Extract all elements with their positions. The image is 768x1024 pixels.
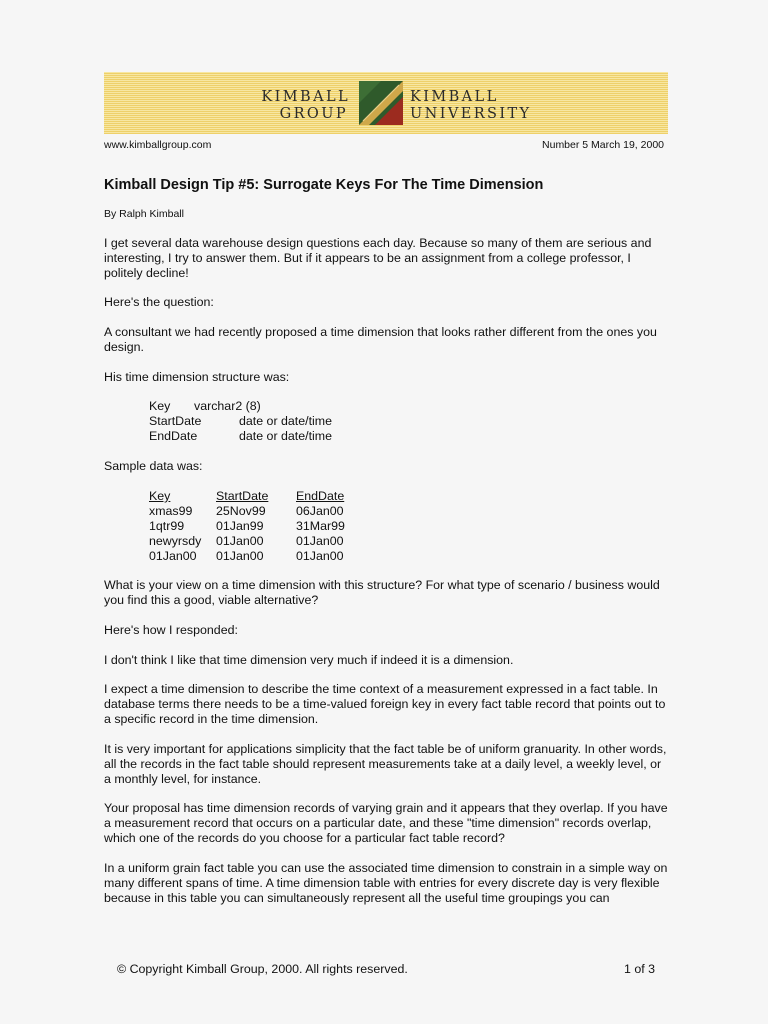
table-cell: newyrsdy [149,534,202,548]
paragraph-12: In a uniform grain fact table you can use the associated time dimension to constrain in a simple way on many different spans of time. A time dimension table with entries for every discrete day is very flexible because in this table you can simultaneously represent all the useful time groupings you can [104,861,668,905]
paragraph-11: Your proposal has time dimension records of varying grain and it appears that they overlap. If you have a measurement record that occurs on a particular date, and these "time dimension" records overlap, which one of the records do you choose for a particular fact table record? [104,801,668,845]
paragraph-4: His time dimension structure was: [104,370,290,384]
paragraph-5: Sample data was: [104,459,203,473]
structure-field-name: StartDate [149,414,202,428]
paragraph-3: A consultant we had recently proposed a time dimension that looks rather different from the ones you design. [104,325,657,354]
column-header-enddate: EndDate [296,489,345,503]
table-cell: 01Jan00 [296,534,344,548]
paragraph-6: What is your view on a time dimension with this structure? For what type of scenario / business would you find this a good, viable alternative? [104,578,660,607]
copyright-footer: © Copyright Kimball Group, 2000. All rights reserved. [117,962,408,976]
paragraph-7: Here's how I responded: [104,623,238,637]
column-header-startdate: StartDate [216,489,269,503]
paragraph-1: I get several data warehouse design questions each day. Because so many of them are serious and interesting, I try to answer them. But if it appears to be an assignment from a college professor, I politely decline! [104,236,652,280]
paragraph-8: I don't think I like that time dimension very much if indeed it is a dimension. [104,653,514,667]
structure-field-name: Key [149,399,171,413]
table-cell: 01Jan00 [149,549,197,563]
issue-date: Number 5 March 19, 2000 [542,139,664,151]
table-cell: 01Jan99 [216,519,264,533]
brand-left-line1: KIMBALL [261,89,350,105]
structure-field-type: date or date/time [239,429,332,443]
column-header-key: Key [149,489,171,503]
paragraph-2: Here's the question: [104,295,214,309]
kimball-group-wordmark [261,89,350,123]
kimball-logo-icon [359,81,403,125]
table-cell: 06Jan00 [296,504,344,518]
page-number: 1 of 3 [623,962,655,976]
brand-right-line2: UNIVERSITY [410,106,532,122]
table-cell: 25Nov99 [216,504,266,518]
website-link[interactable]: www.kimballgroup.com [104,139,212,151]
byline: By Ralph Kimball [104,208,184,220]
table-cell: xmas99 [149,504,193,518]
brand-right-line1: KIMBALL [410,89,499,105]
table-cell: 01Jan00 [296,549,344,563]
table-cell: 31Mar99 [296,519,345,533]
article-title: Kimball Design Tip #5: Surrogate Keys For The Time Dimension [104,177,544,193]
table-cell: 01Jan00 [216,534,264,548]
paragraph-10: It is very important for applications simplicity that the fact table be of uniform granuarity. In other words, all the records in the fact table should represent measurements take at a daily level, a weekly level, or a monthly level, for instance. [104,742,667,786]
structure-field-name: EndDate [149,429,198,443]
table-cell: 1qtr99 [149,519,185,533]
structure-field-type: varchar2 (8) [194,399,261,413]
brand-left-line2: GROUP [279,106,348,122]
structure-field-type: date or date/time [239,414,332,428]
table-cell: 01Jan00 [216,549,264,563]
paragraph-9: I expect a time dimension to describe the time context of a measurement expressed in a fact table. In database terms there needs to be a time-valued foreign key in every fact table record that points out to a specific record in the time dimension. [104,682,666,726]
kimball-university-wordmark [410,89,532,123]
header-banner [104,72,668,134]
